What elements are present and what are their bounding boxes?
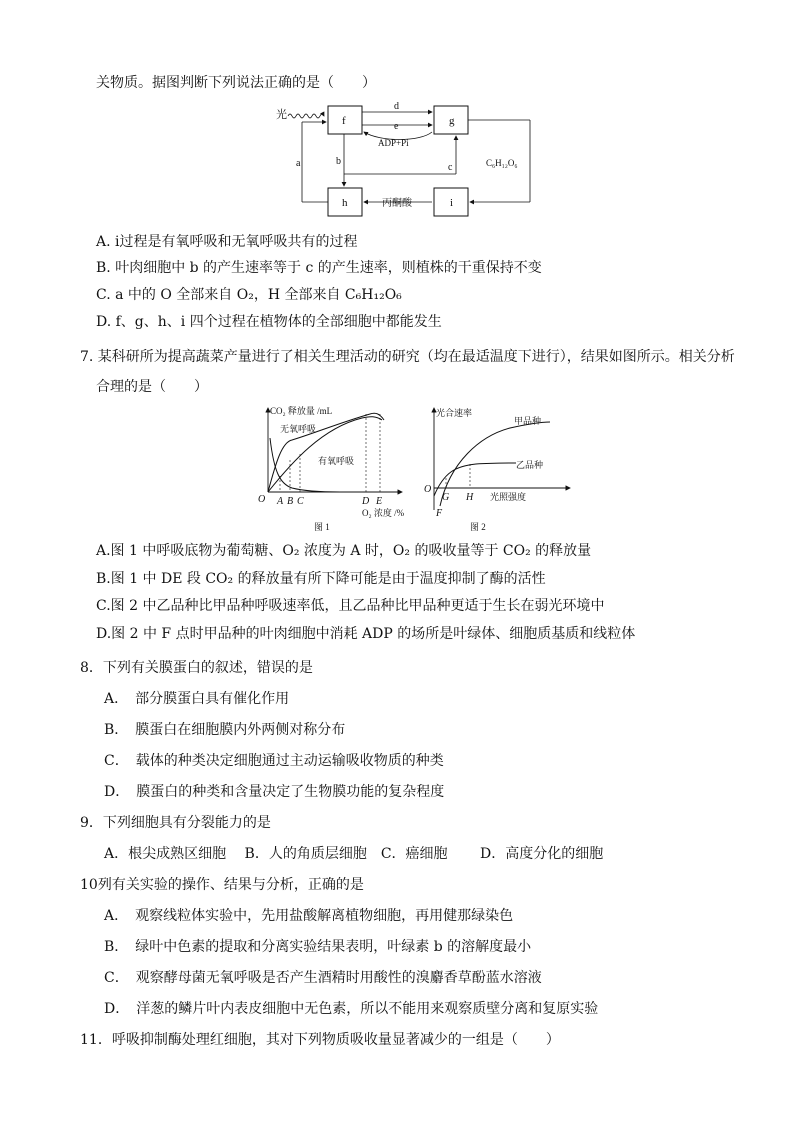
q8-option-d: D． 膜蛋白的种类和含量决定了生物膜功能的复杂程度 <box>104 784 445 800</box>
fig2-xlabel: 光照强度 <box>490 492 527 502</box>
q9-options: A．根尖成熟区细胞 B．人的角质层细胞 C．癌细胞 D．高度分化的细胞 <box>104 846 604 862</box>
fig2-series1-label: 甲品种 <box>514 416 542 426</box>
q6-option-d: D. f、g、h、i 四个过程在植物体的全部细胞中都能发生 <box>96 314 442 330</box>
fig1-tick-a: A <box>277 496 284 507</box>
fig2-point-f: F <box>436 508 443 519</box>
adp-label: ADP+Pi <box>378 138 409 148</box>
q8-option-b: B． 膜蛋白在细胞膜内外两侧对称分布 <box>104 722 346 738</box>
q6-option-c: C. a 中的 O 全部来自 O₂，H 全部来自 C₆H₁₂O₆ <box>96 287 402 303</box>
q7-option-b: B.图 1 中 DE 段 CO₂ 的释放量有所下降可能是由于温度抑制了酶的活性 <box>96 571 546 587</box>
arrow-e-label: e <box>394 121 399 132</box>
q11-stem: 11．呼吸抑制酶处理红细胞，其对下列物质吸收量显著减少的一组是（ ） <box>80 1032 560 1048</box>
fig1-curve1-label: 无氧呼吸 <box>280 424 317 434</box>
arrow-c-label: c <box>448 162 453 173</box>
pyruvate-label: 丙酮酸 <box>382 198 412 209</box>
fig2-origin: O <box>424 484 432 495</box>
q7-stem-line1: 7. 某科研所为提高蔬菜产量进行了相关生理活动的研究（均在最适温度下进行），结果如图所示。相关分析 <box>80 349 735 365</box>
box-h-label: h <box>342 197 348 209</box>
q10-option-b: B． 绿叶中色素的提取和分离实验结果表明，叶绿素 b 的溶解度最小 <box>104 939 532 955</box>
fig1-tick-c: C <box>297 496 304 507</box>
q7-stem-line2: 合理的是（ ） <box>96 379 208 395</box>
q7-figure-2 <box>420 402 586 534</box>
fig1-tick-d: D <box>362 496 370 507</box>
q7-figure-1 <box>252 402 412 534</box>
fig1-curve2-label: 有氧呼吸 <box>318 456 355 466</box>
box-i-label: i <box>450 197 454 209</box>
q10-option-d: D． 洋葱的鳞片叶内表皮细胞中无色素，所以不能用来观察质壁分离和复原实验 <box>104 1001 599 1017</box>
fig2-tick-h: H <box>466 492 474 503</box>
q10-stem: 10列有关实验的操作、结果与分析，正确的是 <box>80 877 364 893</box>
arrow-d-label: d <box>394 101 399 112</box>
fig2-caption: 图 2 <box>470 522 486 532</box>
q6-option-b: B. 叶肉细胞中 b 的产生速率等于 c 的产生速率，则植株的干重保持不变 <box>96 260 542 276</box>
fig2-series2-label: 乙品种 <box>516 460 544 470</box>
q8-option-c: C． 载体的种类决定细胞通过主动运输吸收物质的种类 <box>104 753 444 769</box>
fig2-ylabel: 光合速率 <box>436 408 473 418</box>
q7-option-d: D.图 2 中 F 点时甲品种的叶肉细胞中消耗 ADP 的场所是叶绿体、细胞质基质和线粒体 <box>96 626 636 642</box>
fig1-ylabel: CO₂ 释放量 /mL <box>270 406 333 416</box>
fig1-xlabel: O₂ 浓度 /% <box>362 508 405 518</box>
q6-stem: 关物质。据图判断下列说法正确的是（ ） <box>96 75 376 91</box>
fig1-caption: 图 1 <box>314 522 330 532</box>
box-f-label: f <box>342 115 346 127</box>
light-label: 光 <box>276 109 287 121</box>
q6-option-a: A. i过程是有氧呼吸和无氧呼吸共有的过程 <box>96 234 358 250</box>
q6-process-diagram <box>270 96 560 222</box>
q7-option-c: C.图 2 中乙品种比甲品种呼吸速率低，且乙品种比甲品种更适于生长在弱光环境中 <box>96 598 605 614</box>
q10-option-a: A． 观察线粒体实验中，先用盐酸解离植物细胞，再用健那绿染色 <box>104 908 514 924</box>
fig1-origin: O <box>258 494 266 505</box>
glucose-label: C₆H₁₂O₆ <box>486 158 518 168</box>
box-g-label: g <box>449 115 455 127</box>
q9-stem: 9．下列细胞具有分裂能力的是 <box>80 815 271 831</box>
q7-option-a: A.图 1 中呼吸底物为葡萄糖、O₂ 浓度为 A 时，O₂ 的吸收量等于 CO₂ 的释放量 <box>96 543 592 559</box>
arrow-b-label: b <box>336 156 341 167</box>
arrow-a-label: a <box>296 158 301 169</box>
q8-stem: 8．下列有关膜蛋白的叙述，错误的是 <box>80 660 313 676</box>
q10-option-c: C． 观察酵母菌无氧呼吸是否产生酒精时用酸性的溴麝香草酚蓝水溶液 <box>104 970 542 986</box>
fig2-tick-g: G <box>442 492 450 503</box>
fig1-tick-b: B <box>287 496 294 507</box>
q8-option-a: A． 部分膜蛋白具有催化作用 <box>104 691 290 707</box>
fig1-tick-e: E <box>376 496 383 507</box>
